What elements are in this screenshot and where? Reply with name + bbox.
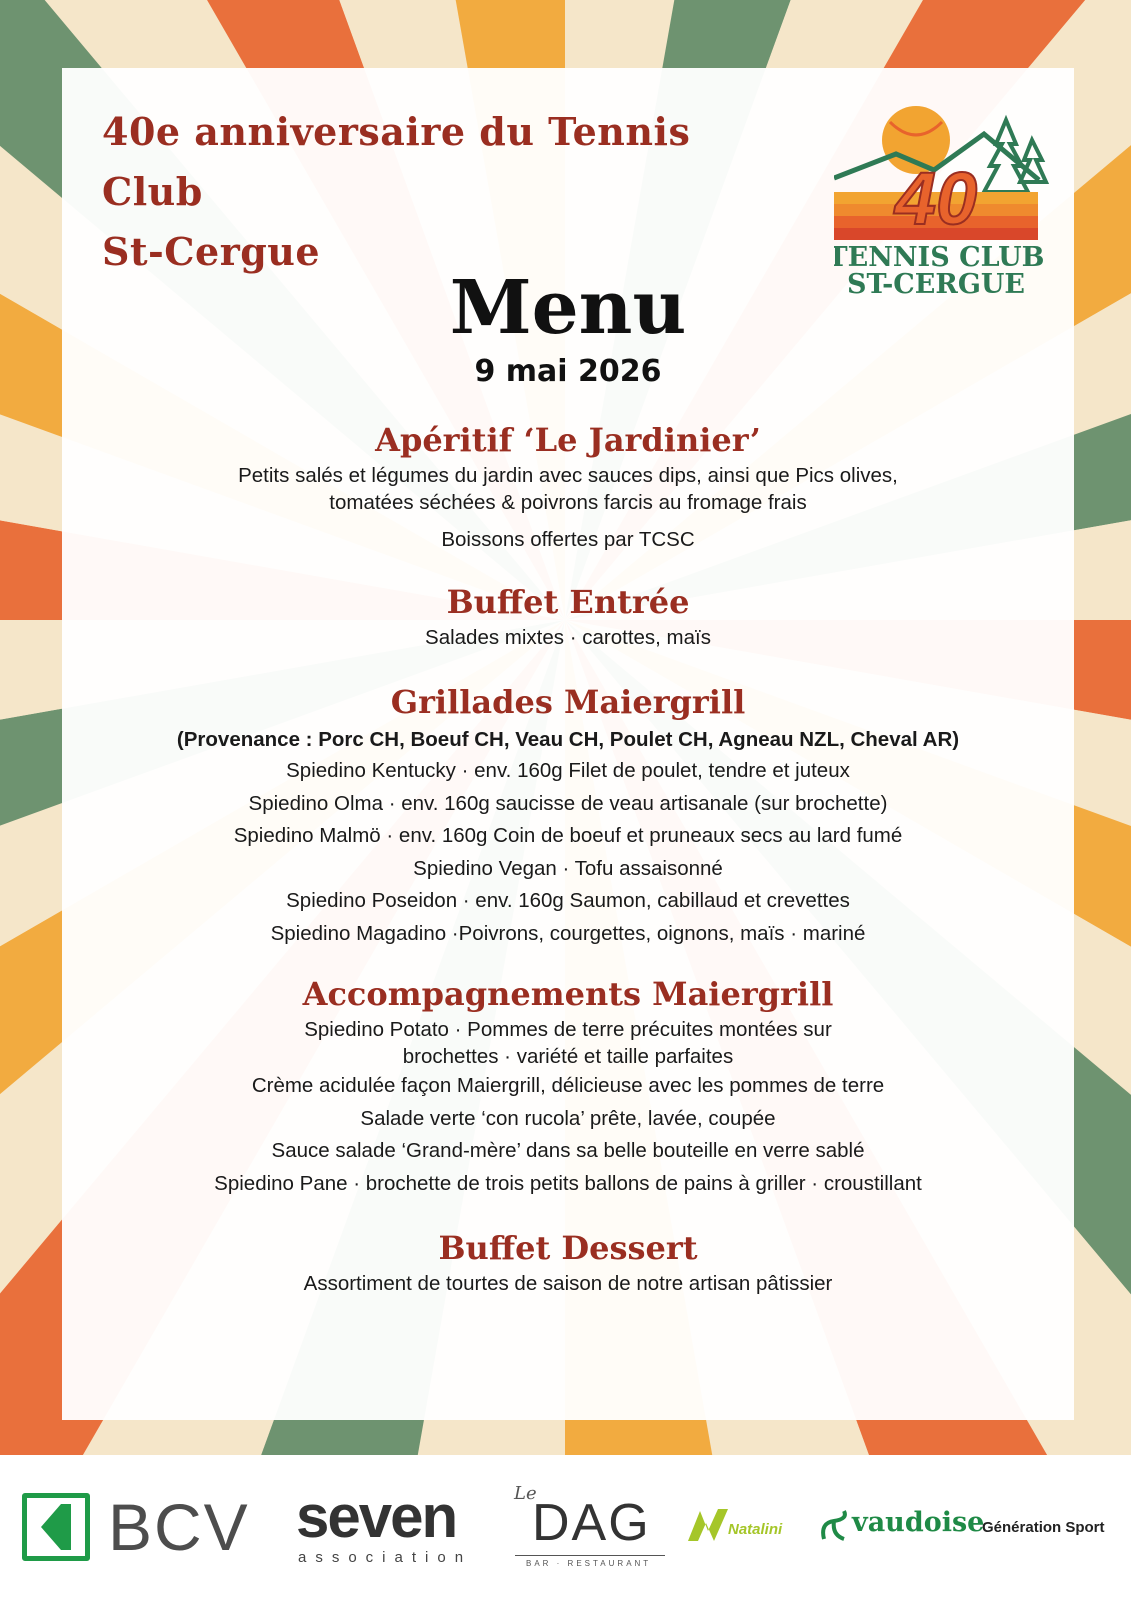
seven-logo-subtitle: association [298, 1549, 473, 1566]
vaudoise-logo-mark [818, 1509, 850, 1543]
menu-line: Spiedino Malmö · env. 160g Coin de boeuf et pruneaux secs au lard fumé [233, 824, 903, 847]
logo-text-line-1: TENNIS CLUB [834, 242, 1045, 273]
menu-line: Boissons offertes par TCSC [441, 528, 695, 551]
seven-logo: seven [296, 1483, 457, 1550]
menu-line: Petits salés et légumes du jardin avec sauces dips, ainsi que Pics olives, [238, 464, 898, 487]
menu-line: Crème acidulée façon Maiergrill, délicieuse avec les pommes de terre [251, 1074, 885, 1097]
menu-line: Sauce salade ‘Grand-mère’ dans sa belle bouteille en verre sablé [271, 1139, 865, 1162]
section-grillades [62, 682, 1074, 950]
section-title: Grillades Maiergrill [390, 683, 746, 721]
section-aperitif [62, 420, 1074, 553]
sponsor-bar [0, 1455, 1131, 1600]
menu-line: Salade verte ‘con rucola’ prête, lavée, coupée [360, 1106, 776, 1130]
section-accompagnements [62, 974, 1074, 1200]
bcv-logo: BCV [108, 1490, 250, 1564]
menu-line: Spiedino Kentucky · env. 160g Filet de poulet, tendre et juteux [286, 759, 850, 782]
menu-date: 9 mai 2026 [474, 354, 662, 389]
club-anniversary-title [102, 102, 782, 282]
dag-logo-rule [515, 1555, 665, 1556]
section-title: Accompagnements Maiergrill [302, 975, 834, 1013]
generation-sport-logo: Génération Sport [982, 1519, 1105, 1536]
menu-line: Spiedino Pane · brochette de trois petits ballons de pains à griller · croustillant [214, 1171, 922, 1195]
menu-line: Spiedino Potato · Pommes de terre précuites montées sur [304, 1018, 832, 1041]
menu-line: Spiedino Vegan · Tofu assaisonné [413, 856, 723, 880]
menu-line: brochettes · variété et taille parfaites [402, 1045, 734, 1068]
title-line-1: 40e anniversaire du Tennis Club [102, 109, 691, 214]
section-entree [62, 582, 1074, 651]
menu-card [62, 68, 1074, 1420]
menu-heading: Menu [449, 265, 687, 351]
natalini-logo-mark [686, 1505, 730, 1545]
menu-line: Spiedino Poseidon · env. 160g Saumon, cabillaud et crevettes [286, 889, 850, 912]
dag-logo-subtitle: BAR · RESTAURANT [526, 1559, 652, 1568]
logo-text-line-2: ST-CERGUE [846, 269, 1026, 300]
dag-logo: DAG [532, 1494, 651, 1552]
section-title: Buffet Entrée [446, 583, 690, 621]
provenance-line: (Provenance : Porc CH, Boeuf CH, Veau CH, Poulet CH, Agneau NZL, Cheval AR) [176, 728, 960, 751]
vaudoise-logo: vaudoise [852, 1507, 985, 1538]
menu-line: Spiedino Olma · env. 160g saucisse de veau artisanale (sur brochette) [248, 791, 888, 815]
menu-line: Salades mixtes · carottes, maïs [425, 626, 711, 649]
section-dessert [62, 1228, 1074, 1297]
natalini-logo: Natalini [728, 1521, 783, 1538]
section-title: Buffet Dessert [438, 1229, 698, 1267]
menu-line: Assortiment de tourtes de saison de notre artisan pâtissier [303, 1272, 833, 1295]
logo-number: 40 [894, 157, 978, 240]
bcv-logo-mark [22, 1493, 90, 1561]
section-title: Apéritif ‘Le Jardinier’ [375, 421, 761, 459]
dag-logo-prefix: Le [514, 1483, 537, 1504]
menu-line: tomatées séchées & poivrons farcis au fromage frais [329, 491, 807, 514]
menu-line: Spiedino Magadino ·Poivrons, courgettes, oignons, maïs · mariné [270, 921, 866, 945]
title-line-2: St-Cergue [102, 229, 321, 274]
